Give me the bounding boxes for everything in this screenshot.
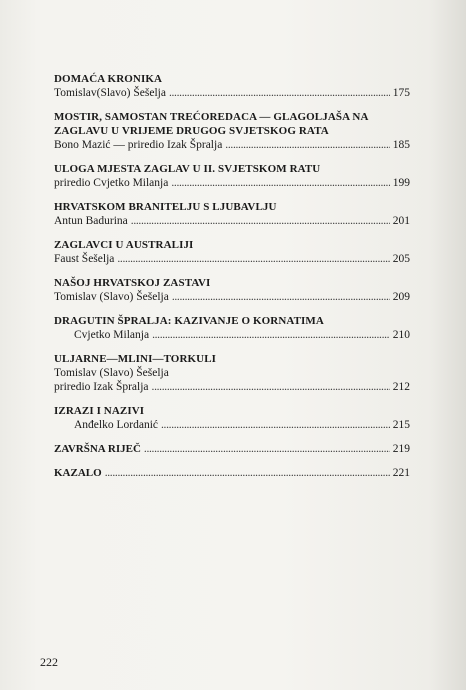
dot-leader [172,290,390,304]
toc-author: Anđelko Lordanić [74,419,158,431]
toc-title-line [54,442,410,456]
toc-entry [54,276,410,304]
toc-entry-title: HRVATSKOM BRANITELJU S LJUBAVLJU [54,201,277,213]
toc-entry-line [54,214,410,228]
toc-page-number: 215 [392,419,410,431]
toc-page-number: 205 [392,253,410,265]
toc-entry-title: NAŠOJ HRVATSKOJ ZASTAVI [54,277,211,289]
toc-author: priredio Cvjetko Milanja [54,177,169,189]
dot-leader [131,214,390,228]
toc-entry-title: ZAGLAVCI U AUSTRALIJI [54,239,194,251]
toc-author: Antun Badurina [54,215,128,227]
toc-page-number: 221 [392,467,410,479]
toc-entry [54,352,410,394]
toc-entry-title: KAZALO [54,467,102,479]
toc-entry-title: IZRAZI I NAZIVI [54,405,145,417]
toc-author: Tomislav(Slavo) Šešelja [54,87,166,99]
toc-entry-title: DOMAĆA KRONIKA [54,73,163,85]
toc-entry [54,442,410,456]
toc-entry-title: DRAGUTIN ŠPRALJA: KAZIVANJE O KORNATIMA [54,315,324,327]
dot-leader [105,466,390,480]
toc-title-line [54,466,410,480]
toc-entry [54,466,410,480]
toc-page-number: 209 [392,291,410,303]
toc-page-number: 199 [392,177,410,189]
toc-author: Faust Šešelja [54,253,115,265]
toc-entry [54,314,410,342]
toc-author: Bono Mazić — priredio Izak Špralja [54,139,223,151]
dot-leader [169,86,390,100]
toc-page-number: 185 [392,139,410,151]
table-of-contents [54,72,410,490]
toc-entry-line [54,380,410,394]
toc-entry [54,404,410,432]
toc-entry-line [54,290,410,304]
toc-entry-title: ULJARNE—MLINI—TORKULI [54,353,217,365]
toc-entry [54,238,410,266]
toc-entry-line [54,366,410,380]
toc-page-number: 219 [392,443,410,455]
toc-entry-line [54,328,410,342]
toc-entry-title: ULOGA MJESTA ZAGLAV U II. SVJETSKOM RATU [54,163,321,175]
toc-author: Cvjetko Milanja [74,329,150,341]
toc-entry [54,110,410,152]
dot-leader [144,442,390,456]
toc-entry [54,200,410,228]
toc-entry [54,162,410,190]
dot-leader [161,418,390,432]
dot-leader [171,176,389,190]
dot-leader [152,328,390,342]
toc-page-number: 201 [392,215,410,227]
dot-leader [117,252,389,266]
toc-entry-title: MOSTIR, SAMOSTAN TREĆOREDACA — GLAGOLJAŠA NA ZAGLAVU U VRIJEME DRUGOG SVJETSKOG RATA [54,111,368,137]
toc-entry-line [54,138,410,152]
toc-page-number: 210 [392,329,410,341]
toc-entry-line [54,86,410,100]
toc-entry-title: ZAVRŠNA RIJEČ [54,443,141,455]
toc-entry-line [54,418,410,432]
toc-entry [54,72,410,100]
dot-leader [152,380,390,394]
toc-author: Tomislav (Slavo) Šešelja [54,367,169,379]
toc-entry-line [54,252,410,266]
toc-page-number: 175 [392,87,410,99]
toc-page-number: 212 [392,381,410,393]
toc-author: Tomislav (Slavo) Šešelja [54,291,169,303]
dot-leader [225,138,389,152]
toc-editor: priredio Izak Špralja [54,381,149,393]
toc-entry-line [54,176,410,190]
page-number: 222 [40,655,58,669]
